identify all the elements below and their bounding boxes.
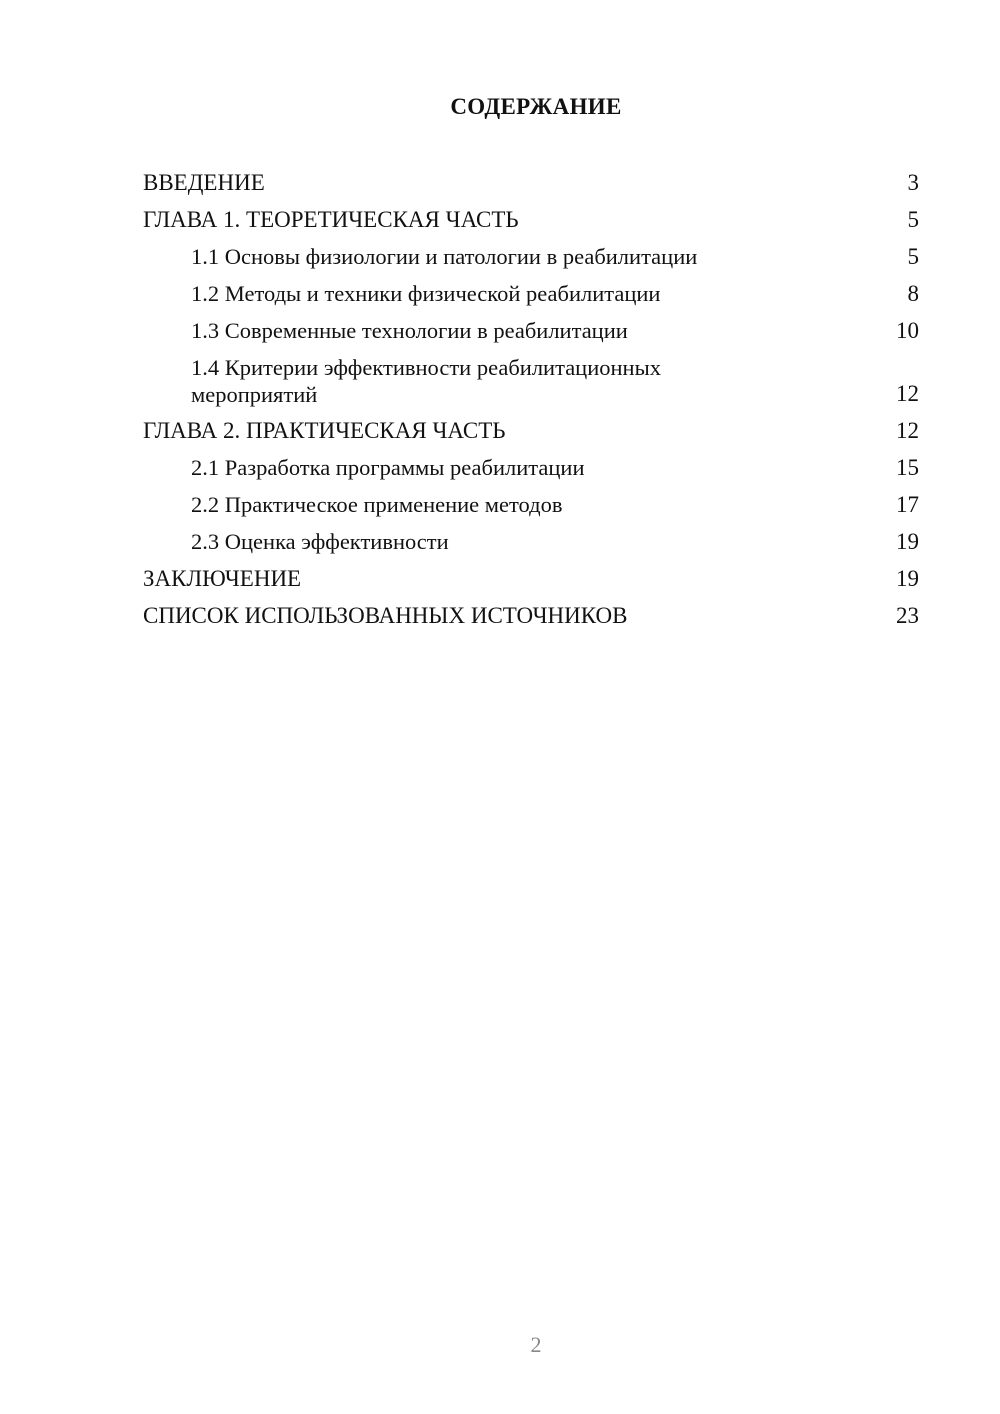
toc-entry-page: 5 xyxy=(907,207,919,232)
toc-entry-page: 3 xyxy=(907,170,919,195)
toc-entry-section-1-2[interactable] xyxy=(143,280,919,308)
toc-entry-page: 17 xyxy=(896,492,919,517)
toc-entry-label: 1.2 Методы и техники физической реабилитации xyxy=(191,281,661,306)
toc-entry-label: ЗАКЛЮЧЕНИЕ xyxy=(143,566,302,591)
toc-entry-label: 1.4 Критерии эффективности реабилитационных мероприятий xyxy=(191,355,661,407)
toc-entry-label: 1.3 Современные технологии в реабилитации xyxy=(191,318,628,343)
toc-entry-label: ВВЕДЕНИЕ xyxy=(143,170,265,195)
page-number: 2 xyxy=(530,1332,542,1357)
toc-entry-label: 2.2 Практическое применение методов xyxy=(191,492,563,517)
toc-entry-conclusion[interactable] xyxy=(143,565,919,593)
toc-entry-references[interactable] xyxy=(143,602,919,630)
toc-entry-page: 8 xyxy=(907,281,919,306)
toc-entry-label: 2.1 Разработка программы реабилитации xyxy=(191,455,585,480)
toc-entry-chapter-1[interactable] xyxy=(143,206,919,234)
toc-title: СОДЕРЖАНИЕ xyxy=(450,94,622,119)
toc-entry-section-2-2[interactable] xyxy=(143,491,919,519)
toc-entry-section-1-4[interactable] xyxy=(143,354,919,408)
toc-entry-page: 15 xyxy=(896,455,919,480)
table-of-contents xyxy=(143,169,919,639)
toc-entry-label: ГЛАВА 1. ТЕОРЕТИЧЕСКАЯ ЧАСТЬ xyxy=(143,207,519,232)
toc-entry-introduction[interactable] xyxy=(143,169,919,197)
toc-entry-label: СПИСОК ИСПОЛЬЗОВАННЫХ ИСТОЧНИКОВ xyxy=(143,603,628,628)
toc-entry-section-2-1[interactable] xyxy=(143,454,919,482)
toc-entry-chapter-2[interactable] xyxy=(143,417,919,445)
toc-entry-page: 19 xyxy=(896,529,919,554)
toc-entry-label: 1.1 Основы физиологии и патологии в реабилитации xyxy=(191,244,698,269)
toc-entry-page: 23 xyxy=(896,603,919,628)
toc-entry-page: 12 xyxy=(896,418,919,443)
toc-entry-page: 19 xyxy=(896,566,919,591)
toc-entry-section-2-3[interactable] xyxy=(143,528,919,556)
toc-entry-page: 10 xyxy=(896,318,919,343)
toc-entry-section-1-3[interactable] xyxy=(143,317,919,345)
toc-entry-section-1-1[interactable] xyxy=(143,243,919,271)
toc-entry-label: 2.3 Оценка эффективности xyxy=(191,529,449,554)
toc-entry-page: 12 xyxy=(896,381,919,406)
toc-entry-page: 5 xyxy=(907,244,919,269)
toc-entry-label: ГЛАВА 2. ПРАКТИЧЕСКАЯ ЧАСТЬ xyxy=(143,418,506,443)
